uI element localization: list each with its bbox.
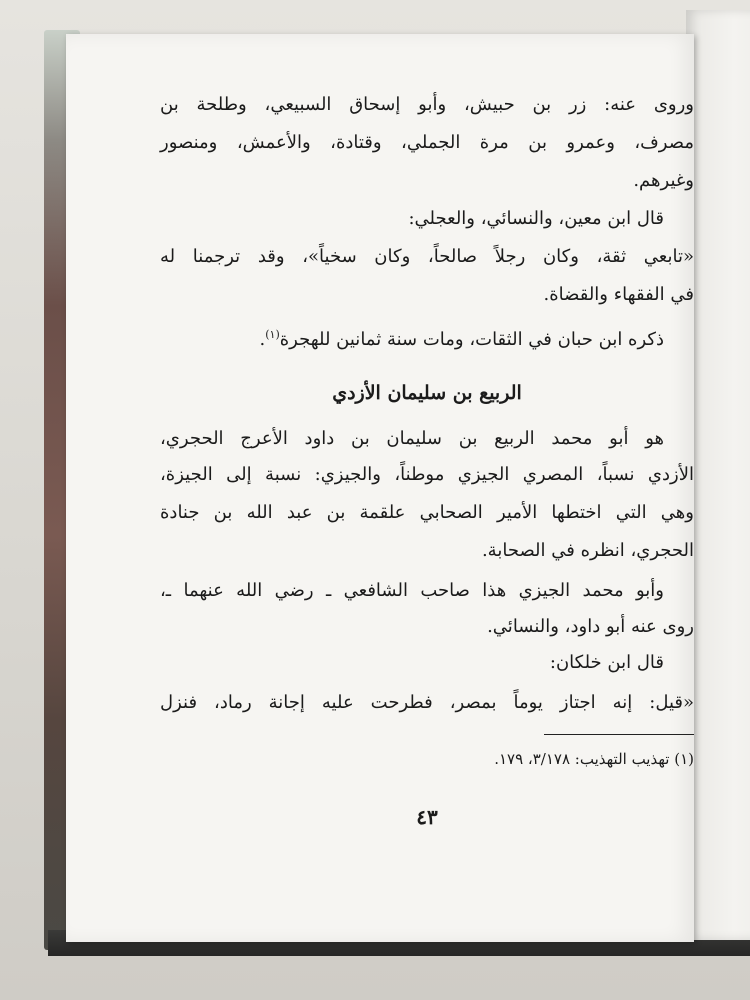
text-line: روى عنه أبو داود، والنسائي. [487,616,694,637]
text-line: قال ابن معين، والنسائي، والعجلي: [408,208,664,229]
text-line: وروى عنه: زر بن حبيش، وأبو إسحاق السبيعي، وطلحة بن [160,94,694,115]
book-page [66,34,694,942]
section-heading: الربيع بن سليمان الأزدي [332,382,522,404]
footnote-rule [544,734,694,735]
text-line: الحجري، انظره في الصحابة. [481,540,694,561]
facing-page-edge [686,10,750,940]
text-line: الأزدي نسباً، المصري الجيزي موطناً، والجيزي: نسبة إلى الجيزة، [160,464,694,485]
text-line: وهي التي اختطها الأمير الصحابي علقمة بن عبد الله بن جنادة [160,502,694,523]
text-line: قال ابن خلكان: [549,652,664,673]
text-line: مصرف، وعمرو بن مرة الجملي، وقتادة، والأعمش، ومنصور [160,132,694,153]
footnote: (١) تهذيب التهذيب: ٣/١٧٨، ١٧٩. [494,750,694,768]
text-line: وأبو محمد الجيزي هذا صاحب الشافعي ـ رضي الله عنهما ـ، [160,580,664,601]
text-line: وغيرهم. [633,170,694,191]
text-line-body: ذكره ابن حبان في الثقات، ومات سنة ثمانين للهجرة [279,329,664,350]
text-line: «تابعي ثقة، وكان رجلاً صالحاً، وكان سخياً»، وقد ترجمنا له [160,246,694,267]
text-line: هو أبو محمد الربيع بن سليمان بن داود الأعرج الحجري، [160,428,664,449]
footnote-marker: (١) [265,328,280,341]
text-line: في الفقهاء والقضاة. [543,284,694,305]
page-text-block [160,34,694,942]
text-line: «قيل: إنه اجتاز يوماً بمصر، فطرحت عليه إجانة رماد، فنزل [160,692,694,713]
text-line [160,322,694,353]
line-end-period: . [259,329,266,350]
page-number: ٤٣ [416,805,438,829]
